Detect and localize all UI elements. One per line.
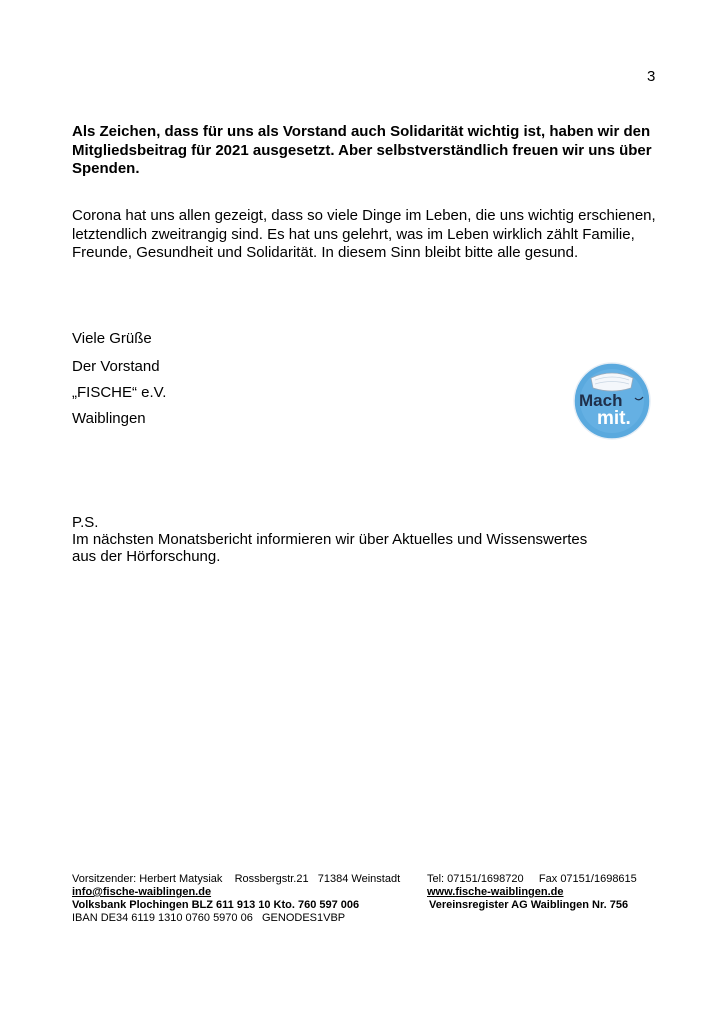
ps-line: Im nächsten Monatsbericht informieren wir über Aktuelles und Wissenswertes [72, 531, 588, 548]
corona-paragraph [72, 207, 672, 263]
email-link[interactable]: info@fische-waiblingen.de [72, 886, 212, 898]
footer-line-4 [72, 911, 345, 925]
bold-paragraph-line: Mitgliedsbeitrag für 2021 ausgesetzt. Aber selbstverständlich freuen wir uns über [72, 141, 652, 159]
ps-line: aus der Hörforschung. [72, 548, 221, 565]
mach-mit-logo [573, 362, 651, 440]
bold-paragraph-line: Als Zeichen, dass für uns als Vorstand auch Solidarität wichtig ist, haben wir den [72, 123, 651, 140]
signer: Der Vorstand [72, 358, 160, 375]
footer-iban: IBAN DE34 6119 1310 0760 5970 06 GENODES1VBP [72, 912, 346, 924]
logo-text-mit: mit. [597, 408, 631, 429]
page-number: 3 [647, 68, 656, 85]
greeting: Viele Grüße [72, 330, 152, 347]
footer-register: Vereinsregister AG Waiblingen Nr. 756 [429, 899, 629, 911]
organization-name: „FISCHE“ e.V. [72, 384, 167, 401]
bold-paragraph [72, 123, 662, 179]
city: Waiblingen [72, 410, 146, 427]
paragraph-line: Corona hat uns allen gezeigt, dass so viele Dinge im Leben, die uns wichtig erschienen, [72, 207, 656, 224]
footer-line-2 [72, 885, 564, 899]
paragraph-line: Freunde, Gesundheit und Solidarität. In diesem Sinn bleibt bitte alle gesund. [72, 244, 579, 261]
logo-text-mach: Mach [579, 391, 623, 410]
ps-label: P.S. [72, 514, 99, 531]
paragraph-line: letztendlich zweitrangig sind. Es hat uns gelehrt, was im Leben wirklich zählt Familie, [72, 225, 635, 243]
footer-line-3 [72, 898, 629, 912]
footer-line-1 [72, 872, 637, 886]
face-mask-icon [591, 373, 633, 391]
footer-bank: Volksbank Plochingen BLZ 611 913 10 Kto. 760 597 006 [72, 899, 360, 911]
footer-phone-fax: Tel: 07151/1698720 Fax 07151/1698615 [427, 873, 637, 885]
bold-paragraph-line: Spenden. [72, 160, 140, 177]
footer-chair-address: Vorsitzender: Herbert Matysiak Rossbergstr.21 71384 Weinstadt [72, 873, 401, 885]
website-link[interactable]: www.fische-waiblingen.de [427, 886, 564, 898]
